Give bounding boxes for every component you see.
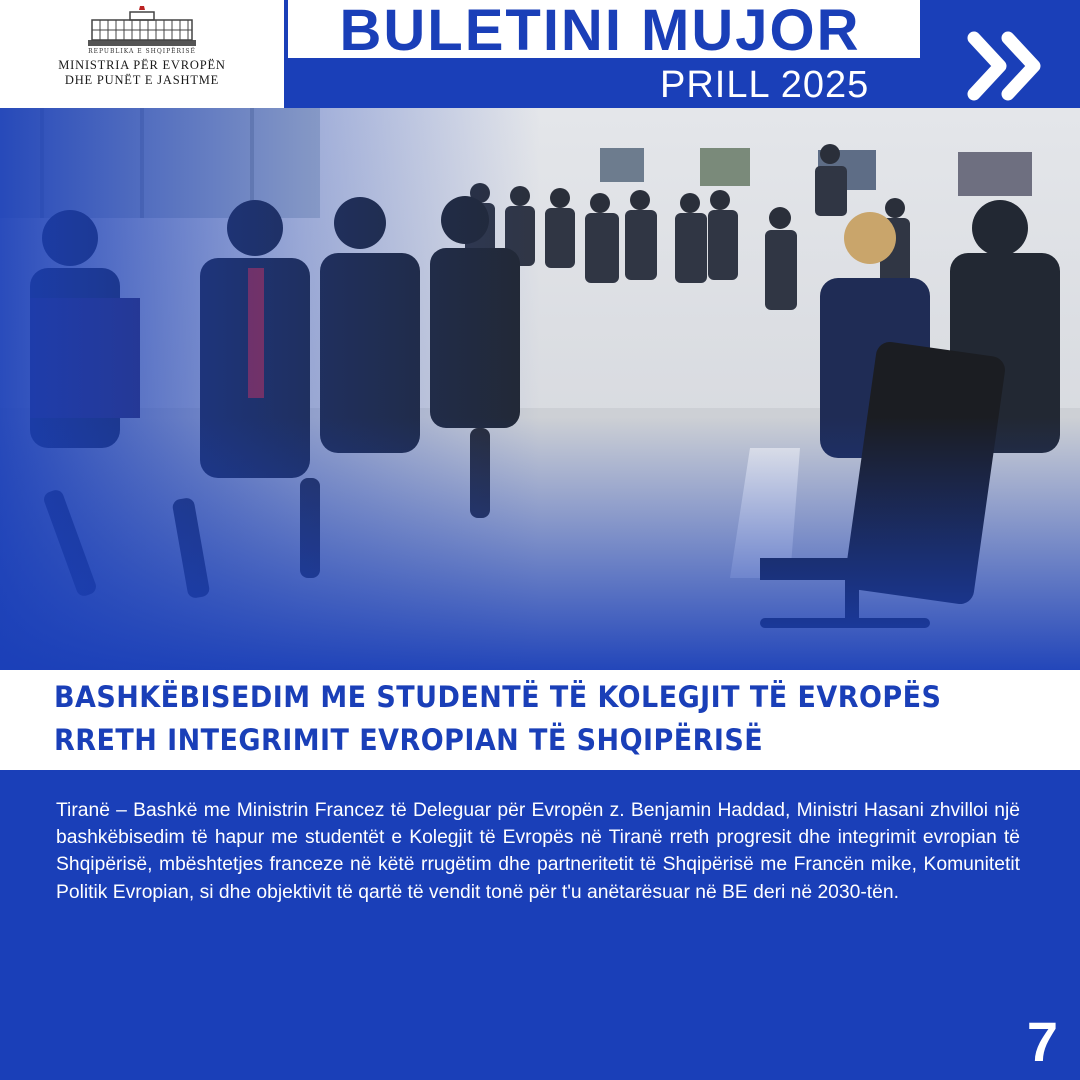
republic-label: REPUBLIKA E SHQIPËRISË: [88, 48, 196, 55]
ministry-name-line2: DHE PUNËT E JASHTME: [64, 73, 220, 87]
article-headline: [54, 676, 1003, 762]
article-body: Tiranë – Bashkë me Ministrin Francez të Deleguar për Evropën z. Benjamin Haddad, Ministri Hasani zhvilloi një bashkëbisedim të hapur me studentët e Kolegjit të Evropës në Tiranë rreth progresit dhe integrimit evropian të Shqipërisë, mbështetjes franceze në këtë rrugëtim dhe partneritetit të Shqipërisë me Francën mike, Komunitetit Politik Evropian, si dhe objektivit të qartë të vendit tonë për t'u anëtarësuar në BE deri në 2030-tën.: [56, 800, 1020, 903]
double-chevron-right-icon[interactable]: [966, 30, 1050, 102]
page-number: 7: [1026, 1010, 1058, 1073]
bulletin-title: BULETINI MUJOR: [339, 0, 861, 63]
header-bar: [0, 0, 1080, 108]
ministry-logo: [0, 0, 284, 108]
bulletin-month: PRILL 2025: [660, 64, 870, 106]
meeting-photo: [0, 108, 1080, 670]
ministry-name-line1: MINISTRIA PËR EVROPËN: [58, 58, 226, 72]
government-building-icon: [82, 4, 202, 50]
headline-line-1: BASHKËBISEDIM ME STUDENTË TË KOLEGJIT TË EVROPËS: [54, 680, 942, 714]
headline-line-2: RRETH INTEGRIMIT EVROPIAN TË SHQIPËRISË: [54, 723, 764, 757]
